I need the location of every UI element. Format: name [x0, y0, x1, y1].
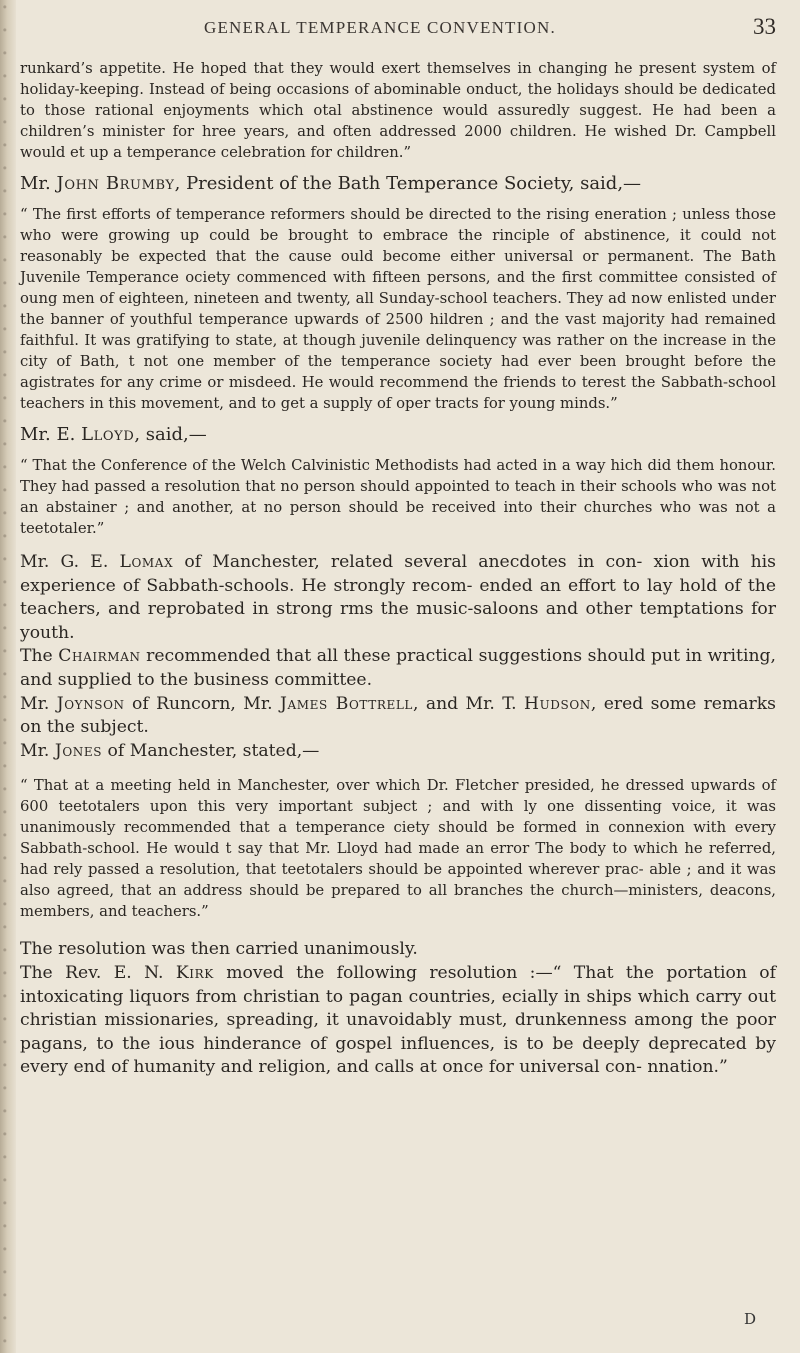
text-run: of Manchester, related several anecdotes in con- xion with his experience of Sabbath-schools. He strongly recom- ended an effort to lay hold of the teachers, and reprobated in strong rms the music-saloons and other temptations for youth. [20, 552, 776, 643]
running-head: GENERAL TEMPERANCE CONVENTION. [204, 18, 556, 37]
name-run: James Bottrell [279, 693, 413, 714]
resolution-section [20, 938, 776, 1080]
text-run: Mr. G. E. [20, 552, 120, 572]
text-run: moved the following resolution :—“ That the portation of intoxicating liquors from christian to pagan countries, ecially in ships which carry out christian missionaries, spreading, it unavoidably must, drunkenness among the poor pagans, to the ious hinderance of gospel influences, is to be deeply deprecated by every end of humanity and religion, and calls at once for universal con- nnation.” [20, 962, 776, 1078]
speaker-name: John Brumby [56, 173, 175, 194]
paragraph-drunkard-appetite: runkard’s appetite. He hoped that they would exert themselves in changing he present system of holiday-keeping. Instead of being occasions of abominable onduct, the holidays should be dedicated to those rational enjoyments which otal abstinence would assuredly suggest. He had been a children’s minister for hree years, and often addressed 2000 children. He wished Dr. Campbell would et up a temperance celebration for children.” [20, 60, 776, 161]
signature-mark: D [743, 1310, 756, 1328]
speaker-suffix: , President of the Bath Temperance Society, said,— [174, 173, 642, 194]
speaker-line-brumby [20, 173, 776, 194]
name-run: Kirk [175, 962, 214, 983]
text-run: Mr. [20, 693, 57, 714]
text-run: of Runcorn, Mr. [124, 693, 280, 714]
binding-marks [0, 0, 16, 1353]
speaker-prefix: Mr. [20, 173, 57, 194]
text-run: The [20, 646, 59, 667]
jones-paragraph [20, 740, 776, 764]
page-number: 33 [753, 14, 776, 39]
name-run: Hudson [523, 693, 591, 714]
quote-jones: “ That at a meeting held in Manchester, over which Dr. Fletcher presided, he dressed upwards of 600 teetotalers upon this very important subject ; and with ly one dissenting voice, it was unanimously recommended that a temperance ciety should be formed in connexion with every Sabbath-school. He would t say that Mr. Lloyd had made an error The body to which he referred, had rely passed a resolution, that teetotalers should be appointed wherever prac- able ; and it was also agreed, that an address should be prepared to all branches the church—ministers, deacons, members, and teachers.” [20, 777, 776, 921]
text-run: of Manchester, stated,— [102, 740, 320, 761]
resolution-carried: The resolution was then carried unanimously. [20, 939, 418, 960]
text-run: Mr. [20, 740, 55, 761]
page-body [20, 58, 776, 1080]
name-run: Chairman [58, 646, 141, 667]
text-run: , ered some remarks on the subject. [20, 693, 776, 738]
joynson-paragraph [20, 693, 776, 740]
speaker-name: Lloyd [81, 424, 135, 445]
speaker-suffix: , said,— [134, 424, 207, 445]
text-run: recommended that all these practical suggestions should put in writing, and supplied to the business committee. [20, 646, 776, 690]
chairman-paragraph [20, 645, 776, 692]
quote-brumby: “ The first efforts of temperance reformers should be directed to the rising eneration ; unless those who were growing up could be brought to embrace the rinciple of abstinence, it could not reasonably be expected that the cause ould become either universal or permanent. The Bath Juvenile Temperance ociety commenced with fifteen persons, and the first committee consisted of oung men of eighteen, nineteen and twenty, all Sunday-school teachers. They ad now enlisted under the banner of youthful temperance upwards of 2500 hildren ; and the vast majority had remained faithful. It was gratifying to state, at though juvenile delinquency was rather on the increase in the city of Bath, t not one member of the temperance society had ever been brought before the agistrates for any crime or misdeed. He would recommend the friends to terest the Sabbath-school teachers in this movement, and to get a supply of oper tracts for young minds.” [20, 206, 776, 412]
kirk-resolution [20, 962, 776, 1080]
name-run: Lomax [119, 552, 174, 572]
name-run: Jones [54, 740, 103, 761]
lomax-paragraph [20, 551, 776, 645]
text-run: The Rev. E. N. [20, 962, 176, 983]
name-run: Joynson [56, 693, 125, 714]
speaker-line-lloyd [20, 424, 776, 445]
quote-lloyd: “ That the Conference of the Welch Calvinistic Methodists had acted in a way hich did them honour. They had passed a resolution that no person should appointed to teach in their schools who was not an abstainer ; and another, at no person should be received into their churches who was not a teetotaler.” [20, 457, 776, 537]
book-page [16, 0, 800, 1353]
speaker-prefix: Mr. E. [20, 424, 82, 445]
text-run: , and Mr. T. [413, 693, 524, 714]
page-header [204, 14, 776, 42]
lomax-section [20, 551, 776, 763]
